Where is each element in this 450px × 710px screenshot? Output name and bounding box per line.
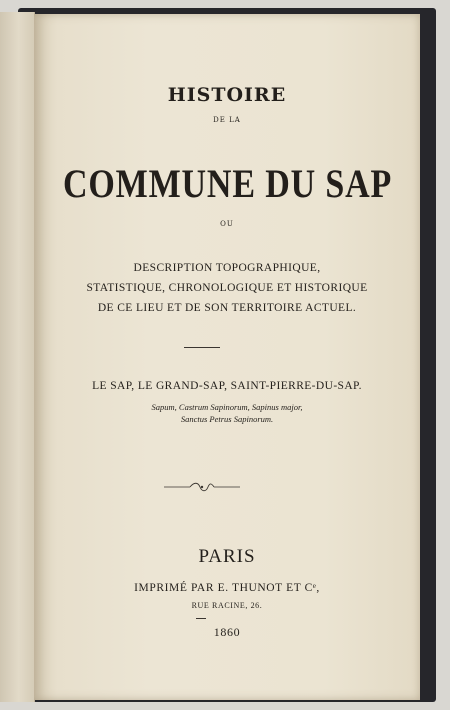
latin-names-line-1: Sapum, Castrum Sapinorum, Sapinus major, — [151, 402, 303, 412]
ornament-icon — [162, 481, 242, 493]
imprint-printer: IMPRIMÉ PAR E. THUNOT ET Cᵉ, — [134, 582, 320, 594]
short-rule — [196, 618, 206, 619]
description-line-2: STATISTIQUE, CHRONOLOGIQUE ET HISTORIQUE — [86, 282, 368, 294]
title-histoire: HISTOIRE — [167, 84, 287, 106]
place-names: LE SAP, LE GRAND-SAP, SAINT-PIERRE-DU-SAP. — [92, 380, 362, 392]
imprint-city: PARIS — [198, 546, 256, 567]
description-line-1: DESCRIPTION TOPOGRAPHIQUE, — [133, 262, 321, 274]
title-page — [34, 14, 420, 700]
divider-rule — [184, 347, 220, 348]
latin-names-line-2: Sanctus Petrus Sapinorum. — [180, 414, 274, 424]
title-ou: OU — [220, 220, 234, 228]
imprint-year: 1860 — [213, 625, 241, 639]
book-spine-edge — [0, 12, 35, 702]
title-commune-du-sap: COMMUNE DU SAP — [62, 161, 393, 206]
title-de-la: DE LA — [213, 116, 241, 124]
description-line-3: DE CE LIEU ET DE SON TERRITOIRE ACTUEL. — [97, 302, 357, 314]
imprint-address: RUE RACINE, 26. — [191, 601, 263, 610]
